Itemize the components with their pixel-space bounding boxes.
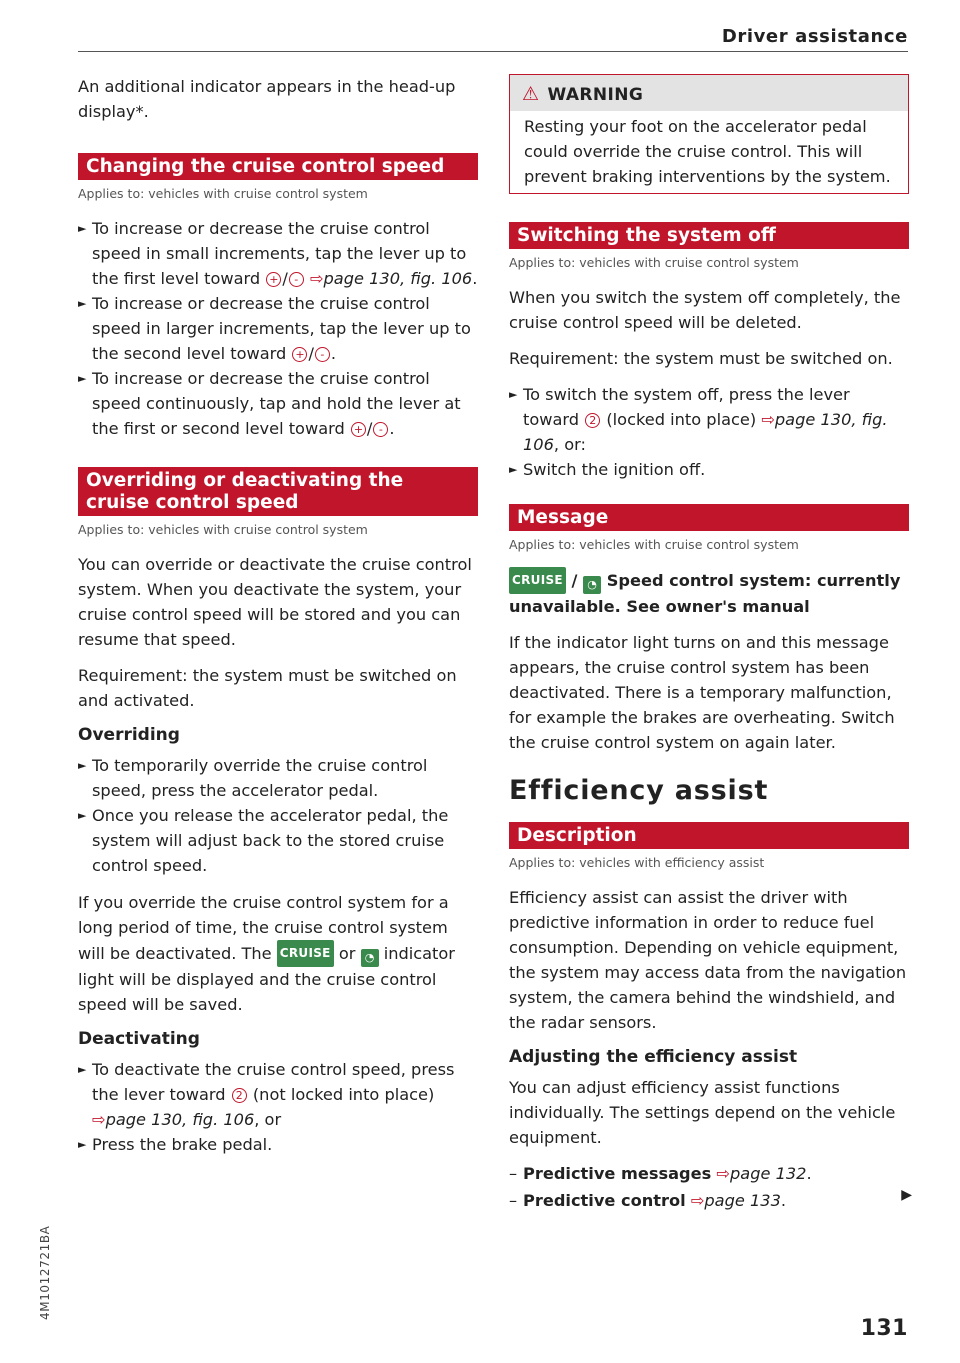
intro-paragraph: An additional indicator appears in the head-up display*. <box>78 77 456 121</box>
list-item: – Predictive control ⇨page 133. <box>509 1191 787 1210</box>
list-item: ► To increase or decrease the cruise control speed in small increments, tap the lever up to the first level toward + / - ⇨page 130, fig. 106. <box>78 216 478 291</box>
bullet-triangle-icon: ► <box>509 463 518 476</box>
heading-description: Description <box>509 822 909 849</box>
step-text: Once you release the accelerator pedal, the system will adjust back to the stored cruise control speed. <box>92 806 449 875</box>
cruise-indicator-icon: CRUISE <box>509 567 566 594</box>
list-item: ► To deactivate the cruise control speed, press the lever toward 2 (not locked into place) ⇨page 130, fig. 106, or <box>78 1057 478 1132</box>
plus-icon: + <box>351 422 366 437</box>
step-text: To increase or decrease the cruise control speed in larger increments, tap the lever up to the second level toward <box>92 294 471 363</box>
paragraph: You can override or deactivate the cruise control system. When you deactivate the system, your cruise control speed will be stored and you can resume that speed. <box>78 555 472 649</box>
warning-box <box>509 74 909 194</box>
list-item: ► To increase or decrease the cruise control speed continuously, tap and hold the lever at the first or second level toward + / - . <box>78 366 478 441</box>
bullet-triangle-icon: ► <box>78 297 87 310</box>
page-reference[interactable]: ⇨page 130, fig. 106 <box>523 410 888 454</box>
speedometer-indicator-icon: ◔ <box>361 949 379 967</box>
warning-triangle-icon: ⚠ <box>522 83 540 105</box>
cruise-indicator-icon: CRUISE <box>277 940 334 967</box>
header-divider <box>78 51 908 52</box>
minus-icon: - <box>289 272 304 287</box>
list-item <box>78 803 478 878</box>
plus-icon: + <box>266 272 281 287</box>
page-number: 131 <box>860 1316 908 1341</box>
heading-override-deactivate: Overriding or deactivating the cruise control speed <box>78 467 478 516</box>
deactivate-steps <box>78 1057 478 1157</box>
page-reference[interactable]: ⇨page 130, fig. 106 <box>309 269 473 288</box>
changing-speed-steps <box>78 216 478 441</box>
applies-note: Applies to: vehicles with cruise control system <box>509 537 799 552</box>
override-steps <box>78 753 478 878</box>
list-item: ► To increase or decrease the cruise control speed in larger increments, tap the lever up to the second level toward + / - . <box>78 291 478 366</box>
page-reference[interactable]: ⇨page 130, fig. 106 <box>92 1110 255 1129</box>
bullet-triangle-icon: ► <box>78 809 87 822</box>
minus-icon: - <box>315 347 330 362</box>
applies-note: Applies to: vehicles with efficiency assist <box>509 855 765 870</box>
bullet-triangle-icon: ► <box>78 759 87 772</box>
applies-note: Applies to: vehicles with cruise control system <box>509 255 799 270</box>
warning-header <box>510 75 908 111</box>
step-text: To increase or decrease the cruise control speed in small increments, tap the lever up to the first level toward <box>92 219 467 288</box>
heading-message: Message <box>509 504 909 531</box>
section-title: Driver assistance <box>721 26 908 47</box>
chapter-heading: Efficiency assist <box>509 775 769 806</box>
paragraph: Efficiency assist can assist the driver with predictive information in order to reduce fuel consumption. Depending on vehicle equipment, the system may access data from the navigation system, the camera behind the windshield, and the radar sensors. <box>509 888 907 1032</box>
applies-note: Applies to: vehicles with cruise control system <box>78 186 368 201</box>
warning-text: Resting your foot on the accelerator pedal could override the cruise control. This will prevent braking interventions by the system. <box>524 117 891 186</box>
paragraph: If you override the cruise control system for a long period of time, the cruise control system will be deactivated. The CRUISE or ◔ indicator light will be displayed and the cruise control speed will be saved. <box>78 893 455 1014</box>
message-line: CRUISE / ◔ Speed control system: currently unavailable. See owner's manual <box>509 567 909 619</box>
speedometer-indicator-icon: ◔ <box>583 576 601 594</box>
bullet-triangle-icon: ► <box>78 1138 87 1151</box>
paragraph: You can adjust efficiency assist functions individually. The settings depend on the vehicle equipment. <box>509 1078 896 1147</box>
heading-changing-speed: Changing the cruise control speed <box>78 153 478 180</box>
step-text: Switch the ignition off. <box>523 460 706 479</box>
subheading-overriding: Overriding <box>78 725 180 745</box>
subheading-adjusting: Adjusting the efficiency assist <box>509 1047 798 1067</box>
paragraph: Requirement: the system must be switched on. <box>509 349 893 368</box>
subheading-deactivating: Deactivating <box>78 1029 200 1049</box>
list-item: – Predictive messages ⇨page 132. <box>509 1164 812 1183</box>
page-reference[interactable]: ⇨page 132 <box>716 1164 807 1183</box>
paragraph: If the indicator light turns on and this message appears, the cruise control system has been deactivated. There is a temporary malfunction, for example the brakes are overheating. Switch the cruise control system on again later. <box>509 633 895 752</box>
list-item: ► To switch the system off, press the lever toward 2 (locked into place) ⇨page 130, fig. 106, or: <box>509 382 909 457</box>
right-column <box>509 74 909 1215</box>
page-reference[interactable]: ⇨page 133 <box>690 1191 781 1210</box>
left-column <box>78 74 478 1169</box>
plus-icon: + <box>292 347 307 362</box>
step-text: To increase or decrease the cruise control speed continuously, tap and hold the lever at the first or second level toward <box>92 369 461 438</box>
bullet-triangle-icon: ► <box>509 388 518 401</box>
number-2-icon: 2 <box>232 1088 247 1103</box>
bullet-triangle-icon: ► <box>78 1063 87 1076</box>
warning-label: WARNING <box>547 85 644 105</box>
number-2-icon: 2 <box>585 413 600 428</box>
bullet-triangle-icon: ► <box>78 222 87 235</box>
heading-switching-off: Switching the system off <box>509 222 909 249</box>
bullet-triangle-icon: ► <box>78 372 87 385</box>
paragraph: When you switch the system off completely, the cruise control speed will be deleted. <box>509 288 901 332</box>
list-item <box>509 457 909 482</box>
list-item <box>78 753 478 803</box>
continue-arrow-icon: ▶ <box>901 1187 912 1203</box>
list-item <box>78 1132 478 1157</box>
switch-off-steps <box>509 382 909 482</box>
step-text: Press the brake pedal. <box>92 1135 273 1154</box>
document-code: 4M1012721BA <box>38 1225 52 1320</box>
applies-note: Applies to: vehicles with cruise control system <box>78 522 368 537</box>
step-text: To temporarily override the cruise control speed, press the accelerator pedal. <box>92 756 428 800</box>
paragraph: Requirement: the system must be switched on and activated. <box>78 666 457 710</box>
minus-icon: - <box>373 422 388 437</box>
